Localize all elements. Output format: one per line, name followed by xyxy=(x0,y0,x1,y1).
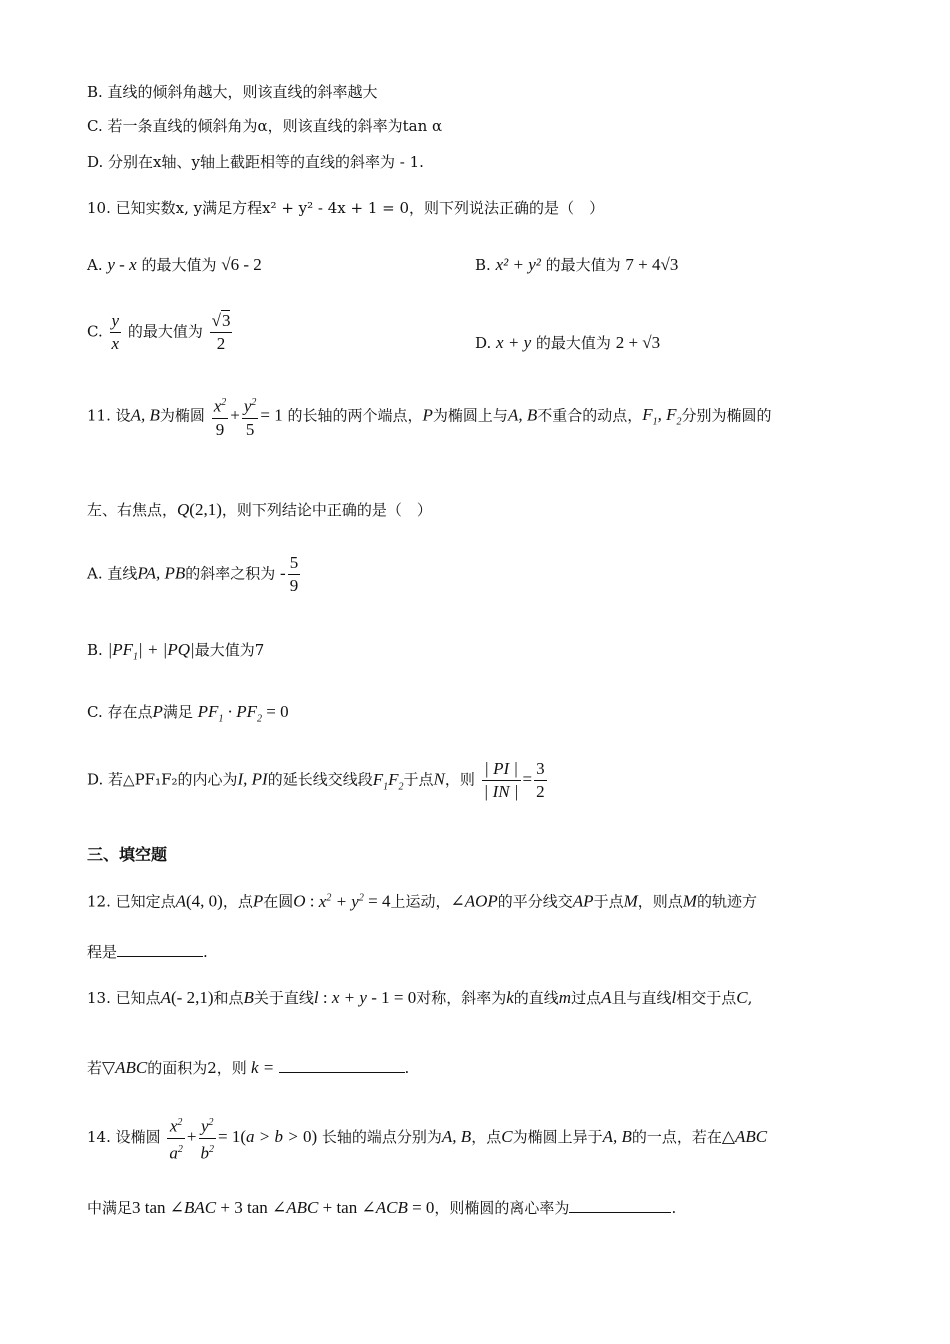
answer-blank[interactable] xyxy=(117,940,203,957)
q10-stem: 10. 已知实数x, y满足方程x² + y² - 4x + 1 = 0，则下列说法正确的是（ ） xyxy=(87,199,605,217)
q11-stem-line2: 左、右焦点，Q(2,1)，则下列结论中正确的是（ ） xyxy=(87,500,432,519)
section-title-fill-in: 三、填空题 xyxy=(87,845,168,864)
fraction-y-over-x: $\frac{y}{x}$ xyxy=(111,311,120,353)
q10-option-a: A. y - x 的最大值为 √6 - 2 xyxy=(87,255,262,274)
q14-line1: 14. 设椭圆 $\frac{x^2}{a^2}$ + $\frac{y^2}{b^2}$ = 1(a > b > 0) 长轴的端点分别为A, B，点C为椭圆上异于A, B的一点，若在△ABC xyxy=(87,1112,767,1164)
q9-option-b: B. 直线的倾斜角越大，则该直线的斜率越大 xyxy=(87,83,378,101)
q10-option-b: B. x² + y² 的最大值为 7 + 4√3 xyxy=(475,255,679,274)
fraction-x2-over-a2: $\frac{x^2}{a^2}$ xyxy=(167,1112,185,1164)
q11-option-a: A. 直线PA, PB的斜率之积为 - $\frac{5}{9}$ xyxy=(87,553,299,595)
q11-stem-line1: 11. 设A, B为椭圆 $\frac{x^2}{9}$ + $\frac{y^2}{5}$ = 1 的长轴的两个端点，P为椭圆上与A, B不重合的动点，$F_1$, $F_2$分别为椭圆的 xyxy=(87,392,772,441)
q11-option-c: C. 存在点P满足 $PF_1 \cdot PF_2 = 0$ xyxy=(87,702,289,725)
q10-option-d: D. x + y 的最大值为 2 + √3 xyxy=(475,333,661,352)
answer-blank[interactable] xyxy=(279,1056,405,1073)
fraction-5-over-9: $\frac{5}{9}$ xyxy=(289,553,299,595)
q14-line2: 中满足3 tan ∠BAC + 3 tan ∠ABC + tan ∠ACB = 0，则椭圆的离心率为 . xyxy=(87,1198,677,1217)
fraction-PI-over-IN: $\frac{| PI |}{| IN |}$ xyxy=(483,759,519,801)
fraction-sqrt3-over-2: $\frac{√3}{2}$ xyxy=(211,311,231,353)
q10-option-c: C. $\frac{y}{x}$ 的最大值为 $\frac{√3}{2}$ xyxy=(87,311,231,353)
q13-line1: 13. 已知点A(- 2,1)和点B关于直线l : x + y - 1 = 0对称，斜率为k的直线m过点A且与直线l相交于点C, xyxy=(87,988,753,1007)
q9-option-d: D. 分别在x轴、y轴上截距相等的直线的斜率为 - 1. xyxy=(87,153,424,171)
q11-option-d: D. 若△PF₁F₂的内心为I, PI的延长线交线段$F_1F_2$于点N，则 $\frac{| PI |}{| IN |}$ = $\frac{3}{2}$ xyxy=(87,759,545,801)
fraction-3-over-2: $\frac{3}{2}$ xyxy=(536,759,545,801)
fraction-x2-over-9: $\frac{x^2}{9}$ xyxy=(212,392,229,441)
q12-line1: 12. 已知定点A(4, 0)，点P在圆O : $x^2 + y^2 = 4$上运动，∠AOP的平分线交AP于点M，则点M的轨迹方 xyxy=(87,891,757,911)
q9-option-c: C. 若一条直线的倾斜角为α，则该直线的斜率为tan α xyxy=(87,117,443,135)
fraction-y2-over-5: $\frac{y^2}{5}$ xyxy=(242,392,259,441)
fraction-y2-over-b2: $\frac{y^2}{b^2}$ xyxy=(199,1112,217,1164)
q11-option-b: B. $|PF_1| + |PQ|$最大值为7 xyxy=(87,640,265,663)
answer-blank[interactable] xyxy=(569,1196,671,1213)
q12-line2: 程是 . xyxy=(87,940,208,962)
q13-line2: 若▽ABC的面积为2，则 k = . xyxy=(87,1058,410,1077)
